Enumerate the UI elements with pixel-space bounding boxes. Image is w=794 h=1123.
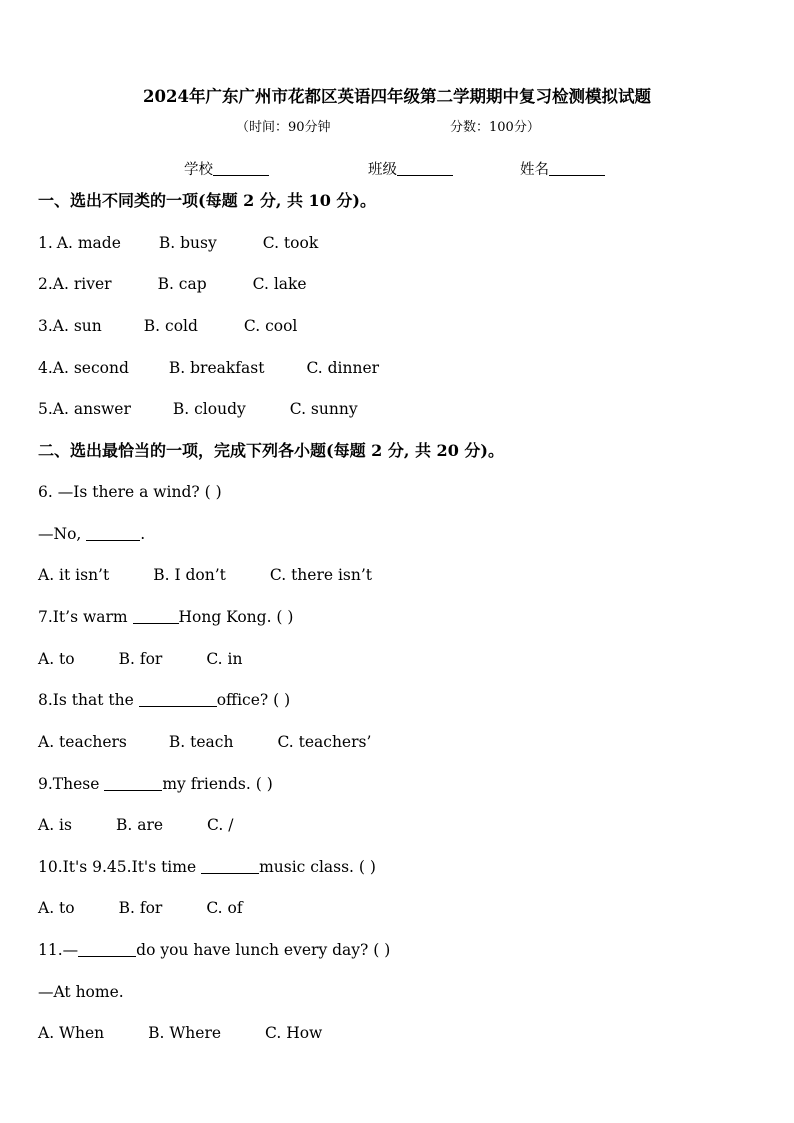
answer-blank[interactable] [201, 856, 259, 874]
reply-text: —No, [38, 525, 87, 543]
option-b[interactable]: B. cap [157, 275, 207, 293]
option-b[interactable]: B. teach [168, 733, 234, 751]
option-b[interactable]: B. breakfast [168, 359, 265, 377]
option-a[interactable]: A. is [38, 816, 72, 834]
school-blank[interactable] [213, 159, 269, 176]
section1-heading: 一、选出不同类的一项(每题 2 分, 共 10 分)。 [38, 191, 376, 210]
stem-text: 7.It’s warm [38, 608, 133, 626]
option-c[interactable]: C. lake [252, 275, 307, 293]
question-3 [38, 314, 297, 338]
question-6-reply [38, 522, 145, 546]
option-b[interactable]: B. for [118, 650, 163, 668]
option-c[interactable]: C. teachers’ [277, 733, 372, 751]
question-1 [38, 231, 318, 255]
answer-blank[interactable] [86, 523, 140, 541]
stem-text: Hong Kong. ( ) [178, 608, 294, 626]
question-number: 5. [38, 400, 53, 418]
reply-end: . [140, 525, 146, 543]
question-2 [38, 272, 307, 296]
option-a[interactable]: A. to [38, 650, 75, 668]
option-a[interactable]: A. river [52, 275, 112, 293]
option-b[interactable]: B. Where [148, 1024, 222, 1042]
stem-text: office? ( ) [216, 691, 291, 709]
option-b[interactable]: B. I don’t [153, 566, 226, 584]
stem-text: 11.— [38, 941, 79, 959]
question-8-stem [38, 688, 290, 712]
option-c[interactable]: C. there isn’t [269, 566, 373, 584]
answer-blank[interactable] [104, 773, 162, 791]
option-a[interactable]: A. When [38, 1024, 105, 1042]
question-8-options [38, 730, 371, 754]
question-10-stem [38, 855, 376, 879]
option-c[interactable]: C. dinner [306, 359, 380, 377]
stem-text: music class. ( ) [259, 858, 376, 876]
stem-text: 9.These [38, 775, 105, 793]
name-blank[interactable] [549, 159, 605, 176]
option-b[interactable]: B. cloudy [172, 400, 246, 418]
option-c[interactable]: C. / [207, 816, 234, 834]
option-c[interactable]: C. sunny [289, 400, 358, 418]
exam-score: 分数：100分） [450, 120, 540, 135]
stem-text: 10.It's 9.45.It's time [38, 858, 202, 876]
question-4 [38, 356, 379, 380]
question-number: 4. [38, 359, 53, 377]
option-c[interactable]: C. took [262, 234, 319, 252]
class-blank[interactable] [397, 159, 453, 176]
option-a[interactable]: A. second [52, 359, 129, 377]
option-a[interactable]: A. to [38, 899, 75, 917]
stem-text: 8.Is that the [38, 691, 139, 709]
option-c[interactable]: C. in [206, 650, 243, 668]
question-11-options [38, 1021, 322, 1045]
exam-time: （时间：90分钟 [236, 120, 331, 135]
stem-text: my friends. ( ) [162, 775, 273, 793]
answer-blank[interactable] [78, 939, 136, 957]
question-11-reply: —At home. [38, 983, 124, 1001]
option-a[interactable]: A. made [56, 234, 121, 252]
school-field[interactable] [184, 159, 269, 181]
question-7-options [38, 647, 242, 671]
option-b[interactable]: B. cold [143, 317, 198, 335]
name-field[interactable] [520, 159, 605, 181]
page-title: 2024年广东广州市花都区英语四年级第二学期期中复习检测模拟试题 [143, 87, 651, 106]
question-7-stem [38, 605, 293, 629]
option-a[interactable]: A. it isn’t [38, 566, 110, 584]
question-number: 3. [38, 317, 53, 335]
answer-blank[interactable] [133, 606, 179, 624]
question-10-options [38, 896, 243, 920]
question-9-options [38, 813, 233, 837]
student-info [0, 159, 794, 181]
option-b[interactable]: B. for [118, 899, 163, 917]
question-number: 1. [38, 234, 53, 252]
option-c[interactable]: C. of [206, 899, 243, 917]
question-9-stem [38, 772, 273, 796]
question-6-options [38, 563, 372, 587]
option-c[interactable]: C. cool [243, 317, 298, 335]
option-b[interactable]: B. are [115, 816, 164, 834]
exam-meta [0, 118, 794, 138]
class-field[interactable] [368, 159, 453, 181]
question-11-stem [38, 938, 390, 962]
question-number: 2. [38, 275, 53, 293]
option-c[interactable]: C. How [265, 1024, 323, 1042]
option-b[interactable]: B. busy [158, 234, 217, 252]
name-label: 姓名 [520, 162, 549, 178]
option-a[interactable]: A. answer [52, 400, 131, 418]
option-a[interactable]: A. teachers [38, 733, 127, 751]
school-label: 学校 [184, 162, 213, 178]
stem-text: do you have lunch every day? ( ) [136, 941, 391, 959]
class-label: 班级 [368, 162, 397, 178]
section2-heading: 二、选出最恰当的一项，完成下列各小题(每题 2 分, 共 20 分)。 [38, 441, 504, 460]
question-6-stem: 6. —Is there a wind? ( ) [38, 483, 222, 501]
answer-blank[interactable] [139, 689, 217, 707]
question-5 [38, 397, 358, 421]
option-a[interactable]: A. sun [52, 317, 102, 335]
